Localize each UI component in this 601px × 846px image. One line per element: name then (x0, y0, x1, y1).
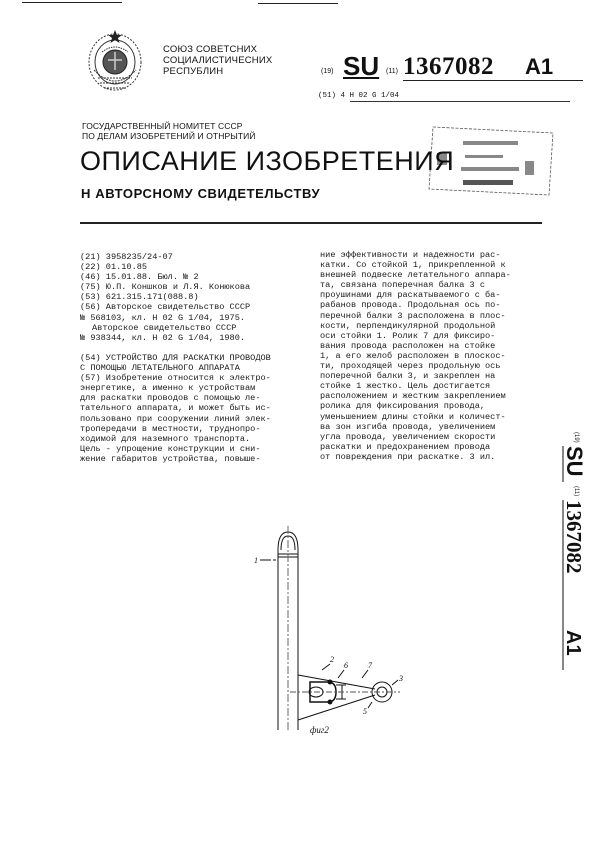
abstract-line: поперечной балки 3, и закреплен на (320, 371, 496, 382)
abstract-line: для раскатки проводов с помощью ле- (80, 393, 261, 404)
invention-title-line: (54) УСТРОЙСТВО ДЛЯ РАСКАТКИ ПРОВОДОВ (80, 352, 271, 363)
abstract-line: кости, перпендикулярной продольной (320, 320, 496, 331)
biblio-line: (75) Ю.П. Коншков и Л.Я. Конюкова (80, 282, 251, 293)
abstract-line: расположением и жестким закреплением (320, 391, 506, 402)
abstract-line: раскатки и предохранением провода (320, 441, 491, 452)
publication-underline (403, 80, 583, 81)
figure-caption: фиг2 (310, 725, 329, 735)
code-19: (19) (321, 68, 334, 75)
abstract-line: перечной балки 3 расположена в плос- (320, 310, 506, 321)
abstract-line: вания провода расположен на стойке (320, 340, 496, 351)
abstract-line: ролика для фиксирования провода, (320, 401, 486, 412)
biblio-line: (46) 15.01.88. Бюл. № 2 (80, 272, 199, 283)
abstract-line: уменьшением длины стойки и количест- (320, 411, 506, 422)
abstract-line: рабанов провода. Продольная ось по- (320, 300, 501, 311)
header-rule (80, 222, 542, 224)
abstract-line: стойке 1 жестко. Цель достигается (320, 381, 491, 392)
abstract-line: тательного аппарата, и может быть ис- (80, 403, 271, 414)
figure-label: 1 (254, 556, 258, 565)
figure-label: 2 (330, 655, 334, 664)
side-publication-number (545, 430, 595, 680)
abstract-line: тропередачи в местности, труднопро- (80, 423, 261, 434)
union-name (163, 44, 272, 77)
scan-edge-line-left (22, 2, 122, 3)
abstract-line: (57) Изобретение относится к электро- (80, 373, 271, 384)
biblio-line: (22) 01.10.85 (80, 262, 148, 273)
figure-label: 7 (368, 661, 372, 670)
scan-edge-line-right (258, 3, 338, 4)
biblio-line: № 938344, кл. Н 02 G 1/04, 1980. (80, 332, 246, 343)
abstract-line: ва зон изгиба провода, увеличением (320, 421, 496, 432)
patent-number: 1367082 (403, 53, 494, 80)
committee-name (82, 121, 256, 141)
document-subtitle: Н АВТОРСНОМУ СВИДЕТЕЛЬСТВУ (81, 186, 321, 201)
code-11: (11) (386, 68, 398, 75)
figure-label: 5 (363, 707, 367, 716)
figure-label: 3 (399, 674, 403, 683)
abstract-line: катки. Со стойкой 1, прикрепленной к (320, 260, 506, 271)
union-name-line: РЕСПУБЛИН (163, 66, 224, 77)
abstract-line: оси стойки 1. Ролик 7 для фиксиро- (320, 330, 496, 341)
abstract-line: ти, проходящей через продольную ось (320, 361, 501, 372)
abstract-line: угла провода, увеличением скорости (320, 431, 496, 442)
figure-drawing (250, 520, 410, 735)
side-patent-number: 1367082 (562, 500, 586, 574)
ipc-value: Н 02 G 1/04 (350, 92, 570, 102)
abstract-line: ние эффективности и надежности рас- (320, 250, 501, 260)
union-name-line: СОЦИАЛИСТИЧЕСНИХ (163, 55, 273, 66)
abstract-line: жение габаритов устройства, повыше- (80, 453, 261, 464)
abstract-line: та, связана поперечная балка 3 с (320, 280, 486, 291)
abstract-line: ходимой для наземного транспорта. (80, 433, 251, 444)
ipc-code: (51) 4 (318, 92, 346, 100)
ipc-classification (318, 92, 570, 102)
abstract-line: от повреждения при раскатке. 3 ил. (320, 451, 496, 462)
committee-line: ПО ДЕЛАМ ИЗОБРЕТЕНИЙ И ОТНРЫТИЙ (82, 131, 256, 141)
abstract-line: проушинами для раскатываемого с ба- (320, 290, 501, 301)
left-column (80, 252, 305, 464)
abstract-line: пользовано при сооружении линий элек- (80, 413, 271, 424)
invention-title-line: С ПОМОЩЬЮ ЛЕТАТЕЛЬНОГО АППАРАТА (80, 363, 240, 374)
biblio-line: (21) 3958235/24-07 (80, 252, 173, 262)
biblio-line: (53) 621.315.171(088.8) (80, 292, 199, 303)
figure-label: 6 (344, 661, 348, 670)
biblio-line: Авторское свидетельство СССР (92, 322, 237, 333)
kind-code: A1 (525, 54, 554, 79)
side-code-11: (11) (573, 486, 579, 497)
ussr-emblem-icon (80, 22, 150, 100)
side-code-19: (19) (573, 432, 579, 443)
abstract-line: 1, а его желоб расположен в плоскос- (320, 350, 506, 361)
abstract-line: Цель - упрощение конструкции и сни- (80, 443, 261, 454)
abstract-line: внешней подвеске летательного аппара- (320, 270, 511, 281)
committee-line: ГОСУДАРСТВЕННЫЙ НОМИТЕТ СССР (82, 121, 243, 131)
side-country-code: SU (562, 446, 587, 477)
country-code: SU (343, 51, 380, 81)
biblio-line: (56) Авторское свидетельство СССР (80, 302, 251, 313)
abstract-line: энергетике, а именно к устройствам (80, 383, 256, 394)
publication-number-block (318, 52, 573, 84)
right-column (320, 250, 545, 462)
document-title: ОПИСАНИЕ ИЗОБРЕТЕНИЯ (80, 146, 455, 176)
biblio-line: № 568103, кл. Н 02 G 1/04, 1975. (80, 312, 246, 323)
side-kind-code: A1 (562, 630, 584, 656)
union-name-line: СОЮЗ СОВЕТСНИХ (163, 44, 258, 55)
